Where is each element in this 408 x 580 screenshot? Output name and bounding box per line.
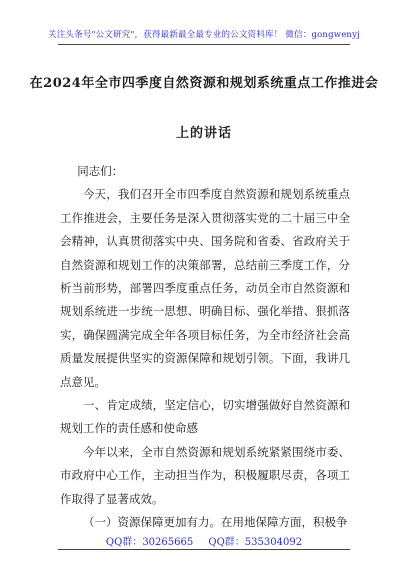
footer-qq-group-1: QQ群：30265665 (105, 537, 194, 548)
document-body (60, 160, 350, 535)
footer-divider (58, 549, 350, 550)
section-heading: 一、肯定成绩，坚定信心，切实增强做好自然资源和规划工作的责任感和使命感 (60, 398, 350, 436)
salutation: 同志们： (77, 164, 124, 178)
header-note: 关注头条号"公文研究"，获得最新最全最专业的公文资料库！ 微信：gongwenyj (48, 30, 360, 40)
subsection-heading: （一）资源保障更加有力。在用地保障方面，积极争 (83, 515, 348, 530)
paragraph: 今天，我们召开全市四季度自然资源和规划系统重点工作推进会，主要任务是深入贯彻落实党的二十届三中全会精神，认真贯彻落实中央、国务院和省委、省政府关于自然资源和规划工作的决策部署，总结前三季度工作，分析当前形势，部署四季度重点任务，动员全市自然资源和规划系统进一步统一思想、明确目标、强化举措、狠抓落实，确保圆满完成全年各项目标任务，为全市经济社会高质量发展提供坚实的资源保障和规划引领。下面，我讲几点意见。 (60, 187, 350, 389)
paragraph: 今年以来，全市自然资源和规划系统紧紧围绕市委、市政府中心工作，主动担当作为，积极履职尽责，各项工作取得了显著成效。 (60, 444, 350, 506)
footer (0, 533, 408, 548)
document-subtitle: 上的讲话 (175, 126, 232, 141)
document-title: 在2024年全市四季度自然资源和规划系统重点工作推进会 (29, 76, 379, 91)
footer-qq-group-2: QQ群：535304092 (208, 537, 303, 548)
header-divider (58, 44, 350, 45)
